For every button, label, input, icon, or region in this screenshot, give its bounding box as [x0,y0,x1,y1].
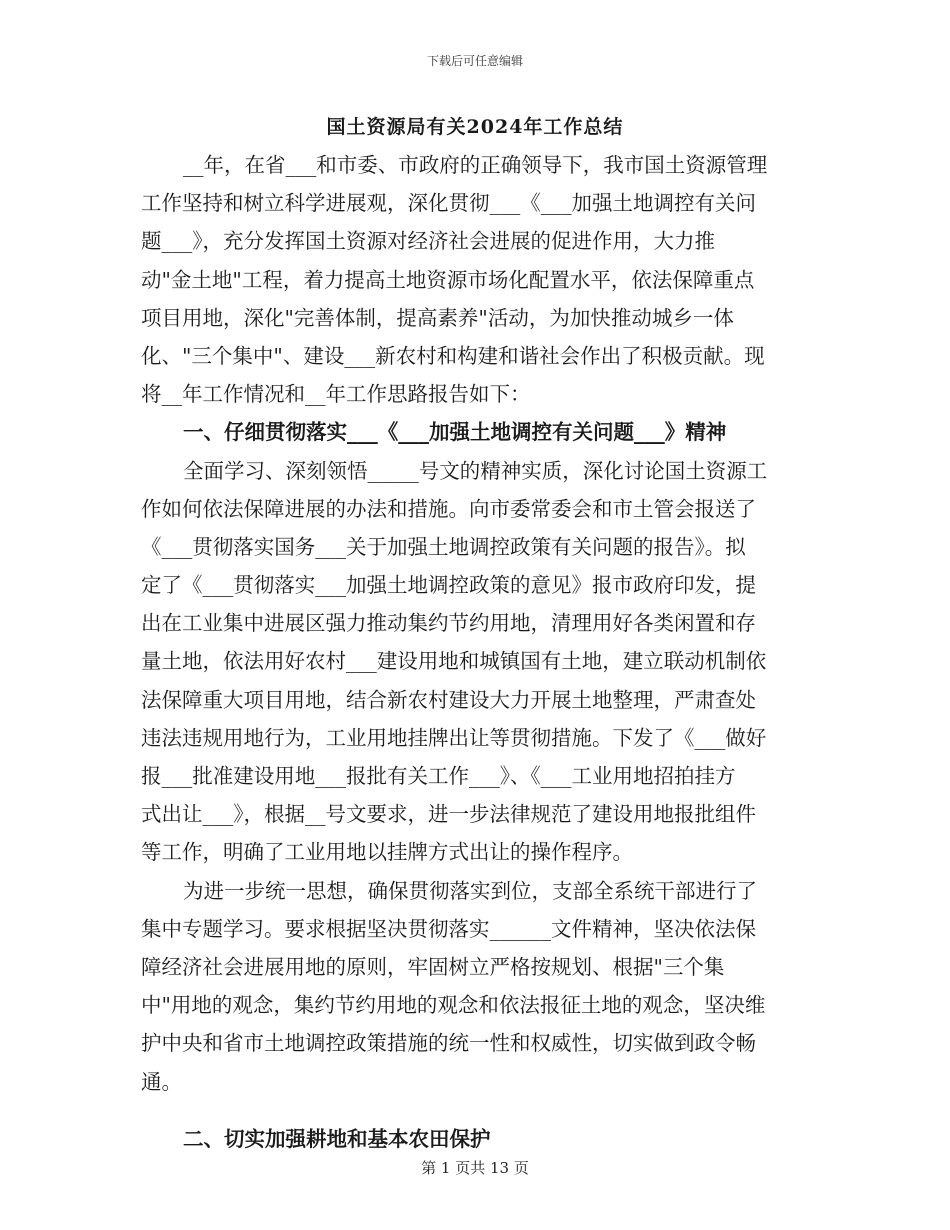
document-body [141,146,809,1158]
paragraph-line: 等工作，明确了工业用地以挂牌方式出让的操作程序。 [141,840,633,865]
paragraph-line: 题___》，充分发挥国土资源对经济社会进展的促进作用，大力推 [141,229,715,254]
page-footer: 第 1 页共 13 页 [421,1159,529,1177]
paragraph-line: 将__年工作情况和__年工作思路报告如下： [141,382,531,407]
paragraph-line: 定了《___贯彻落实___加强土地调控政策的意见》报市政府印发，提 [141,573,756,598]
paragraph-line: 化、"三个集中"、建设___新农村和构建和谐社会作出了积极贡献。现 [141,343,765,368]
paragraph-line: __年，在省___和市委、市政府的正确领导下，我市国土资源管理 [183,153,768,177]
paragraph-line: 报___批准建设用地___报批有关工作___》、《___工业用地招拍挂方 [141,764,736,788]
paragraph-line: 《___贯彻落实国务___关于加强土地调控政策有关问题的报告》。拟 [141,534,746,559]
paragraph-line: 作如何依法保障进展的办法和措施。向市委常委会和市土管会报送了 [141,496,756,521]
paragraph-line: 通。 [141,1069,182,1094]
header-note: 下载后可任意编辑 [426,54,523,68]
paragraph-line: 项目用地，深化"完善体制，提高素养"活动，为加快推动城乡一体 [141,305,734,330]
paragraph-line: 法保障重大项目用地，结合新农村建设大力开展土地整理，严肃查处 [141,687,756,712]
paragraph-line: 工作坚持和树立科学进展观，深化贯彻___《___加强土地调控有关问 [141,191,756,216]
paragraph-line: 违法违规用地行为，工业用地挂牌出让等贯彻措施。下发了《___做好 [141,725,767,750]
section-heading: 一、仔细贯彻落实___《___加强土地调控有关问题___》精神 [183,420,727,445]
paragraph-line: 中"用地的观念，集约节约用地的观念和依法报征土地的观念，坚决维 [141,993,766,1018]
paragraph-line: 护中央和省市土地调控政策措施的统一性和权威性，切实做到政令畅 [141,1031,756,1056]
paragraph-line: 集中专题学习。要求根据坚决贯彻落实______文件精神，坚决依法保 [141,916,756,941]
paragraph-line: 量土地，依法用好农村___建设用地和城镇国有土地，建立联动机制依 [141,649,767,674]
paragraph-line: 式出让___》，根据__号文要求，进一步法律规范了建设用地报批组件 [141,802,756,827]
paragraph-line: 为进一步统一思想，确保贯彻落实到位，支部全系统干部进行了 [183,878,757,903]
paragraph-line: 出在工业集中进展区强力推动集约节约用地，清理用好各类闲置和存 [141,611,756,636]
paragraph-line: 障经济社会进展用地的原则，牢固树立严格按规划、根据"三个集 [141,954,725,979]
document-title: 国土资源局有关2024年工作总结 [326,116,624,138]
paragraph-spacer [141,1101,809,1120]
paragraph-line: 全面学习、深刻领悟_____号文的精神实质，深化讨论国土资源工 [183,458,768,483]
section-heading: 二、切实加强耕地和基本农田保护 [183,1126,491,1151]
paragraph-line: 动"金土地"工程，着力提高土地资源市场化配置水平，依法保障重点 [141,267,755,292]
